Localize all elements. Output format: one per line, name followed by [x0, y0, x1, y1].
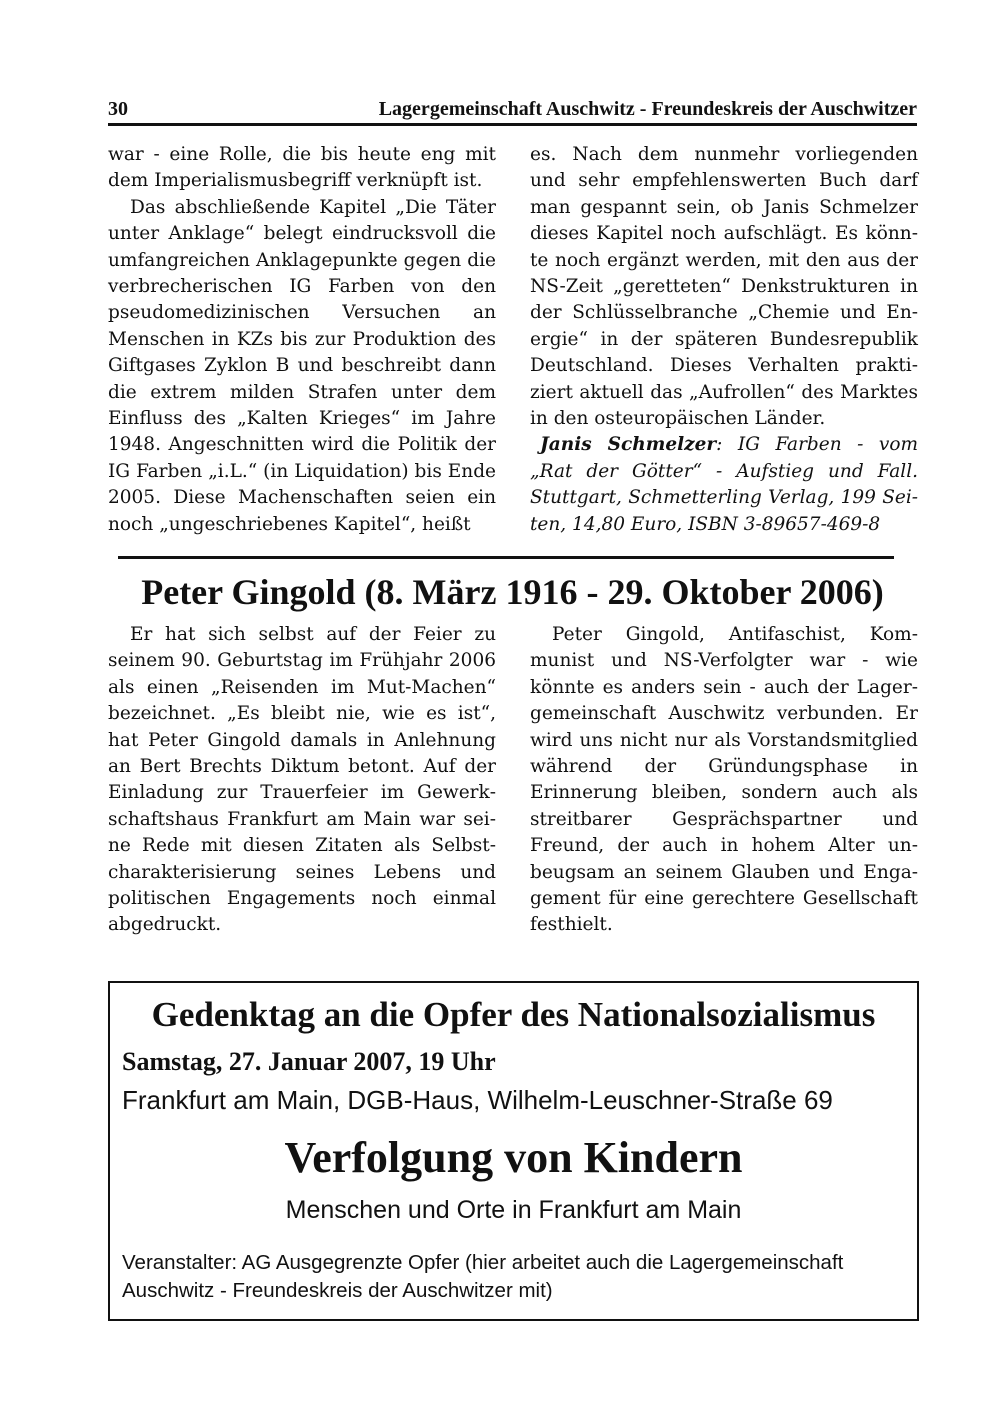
- review-paragraph: Das abschließende Kapitel „Die Täter unter Anklage“ belegt eindrucksvoll die umfangreichen Anklagepunkte gegen die verbrecherischen IG Farben von den pseudomedizinischen Versuchen an Menschen in KZs bis zur Produktion des Giftgases Zyklon B und beschreibt dann die extrem milden Strafen unter dem Einfluss des „Kalten Krieges“ im Jahre 1948. Angeschnitten wird die Politik der IG Farben „i.L.“ (in Liquidation) bis Ende 2005. Diese Machenschaften seien ein noch „ungeschriebenes Kapitel“, heißt: [108, 196, 496, 535]
- review-left-column: [108, 142, 496, 538]
- obituary-right-column: [530, 622, 918, 939]
- obituary-paragraph: Peter Gingold, Antifaschist, Kommunist und NS-Verfolgter war - wie könnte es anders sein - auch der Lagergemeinschaft Auschwitz verbunden. Er wird uns nicht nur als Vorstandsmitglied während der Gründungsphase in Erinnerung bleiben, sondern auch als streitbarer Gesprächspartner und Freund, der auch in hohem Alter unbeugsam an seinem Glauben und Engagement für eine gerechtere Gesellschaft festhielt.: [530, 624, 918, 936]
- review-paragraph: es. Nach dem nunmehr vorliegenden und sehr empfehlenswerten Buch darf man gespannt sein, ob Janis Schmelzer dieses Kapitel noch aufschlägt. Es könnte noch ergänzt werden, mit den aus der NS-Zeit „geretteten“ Denkstrukturen in der Schlüsselbranche „Chemie und Energie“ in der späteren Bundesrepublik Deutschland. Dieses Verhalten praktiziert aktuell das „Aufrollen“ des Marktes in den osteuropäischen Länder.: [530, 144, 918, 430]
- notice-title: Gedenktag an die Opfer des Nationalsozialismus: [151, 995, 876, 1034]
- notice-location: Frankfurt am Main, DGB-Haus, Wilhelm-Leuschner-Straße 69: [122, 1085, 833, 1115]
- notice-event-title: Verfolgung von Kindern: [284, 1133, 743, 1182]
- running-title: Lagergemeinschaft Auschwitz - Freundeskreis der Auschwitzer: [378, 98, 917, 120]
- book-author: Janis Schmelzer: [540, 434, 717, 456]
- section-divider: [118, 556, 894, 559]
- page-number: 30: [108, 98, 128, 120]
- event-notice-box: [108, 981, 919, 1321]
- obituary-left-column: [108, 622, 496, 939]
- notice-subtitle: Menschen und Orte in Frankfurt am Main: [285, 1196, 742, 1224]
- obituary-heading: Peter Gingold (8. März 1916 - 29. Oktober 2006): [141, 572, 884, 612]
- review-right-column: [530, 142, 918, 538]
- review-paragraph: war - eine Rolle, die bis heute eng mit dem Imperialismusbegriff verknüpft ist.: [108, 144, 496, 192]
- running-header: [108, 96, 917, 126]
- notice-organizer: Veranstalter: AG Ausgegrenzte Opfer (hier arbeitet auch die Lagergemeinschaft Auschwitz - Freundeskreis der Auschwitzer mit): [122, 1251, 844, 1302]
- book-details: : IG Farben - vom „Rat der Götter“ - Aufstieg und Fall. Stuttgart, Schmetterling Verlag, 199 Seiten, 14,80 Euro, ISBN 3-89657-469-8: [530, 434, 919, 535]
- notice-date: Samstag, 27. Januar 2007, 19 Uhr: [122, 1047, 496, 1076]
- book-reference: [530, 432, 918, 538]
- obituary-paragraph: Er hat sich selbst auf der Feier zu seinem 90. Geburtstag im Frühjahr 2006 als einen „Reisenden im Mut-Machen“ bezeichnet. „Es bleibt nie, wie es ist“, hat Peter Gingold damals in Anlehnung an Bert Brechts Diktum betont. Auf der Einladung zur Trauerfeier im Gewerkschaftshaus Frankfurt am Main war seine Rede mit diesen Zitaten als Selbstcharakterisierung seines Lebens und politischen Engagements noch einmal abgedruckt.: [108, 624, 496, 936]
